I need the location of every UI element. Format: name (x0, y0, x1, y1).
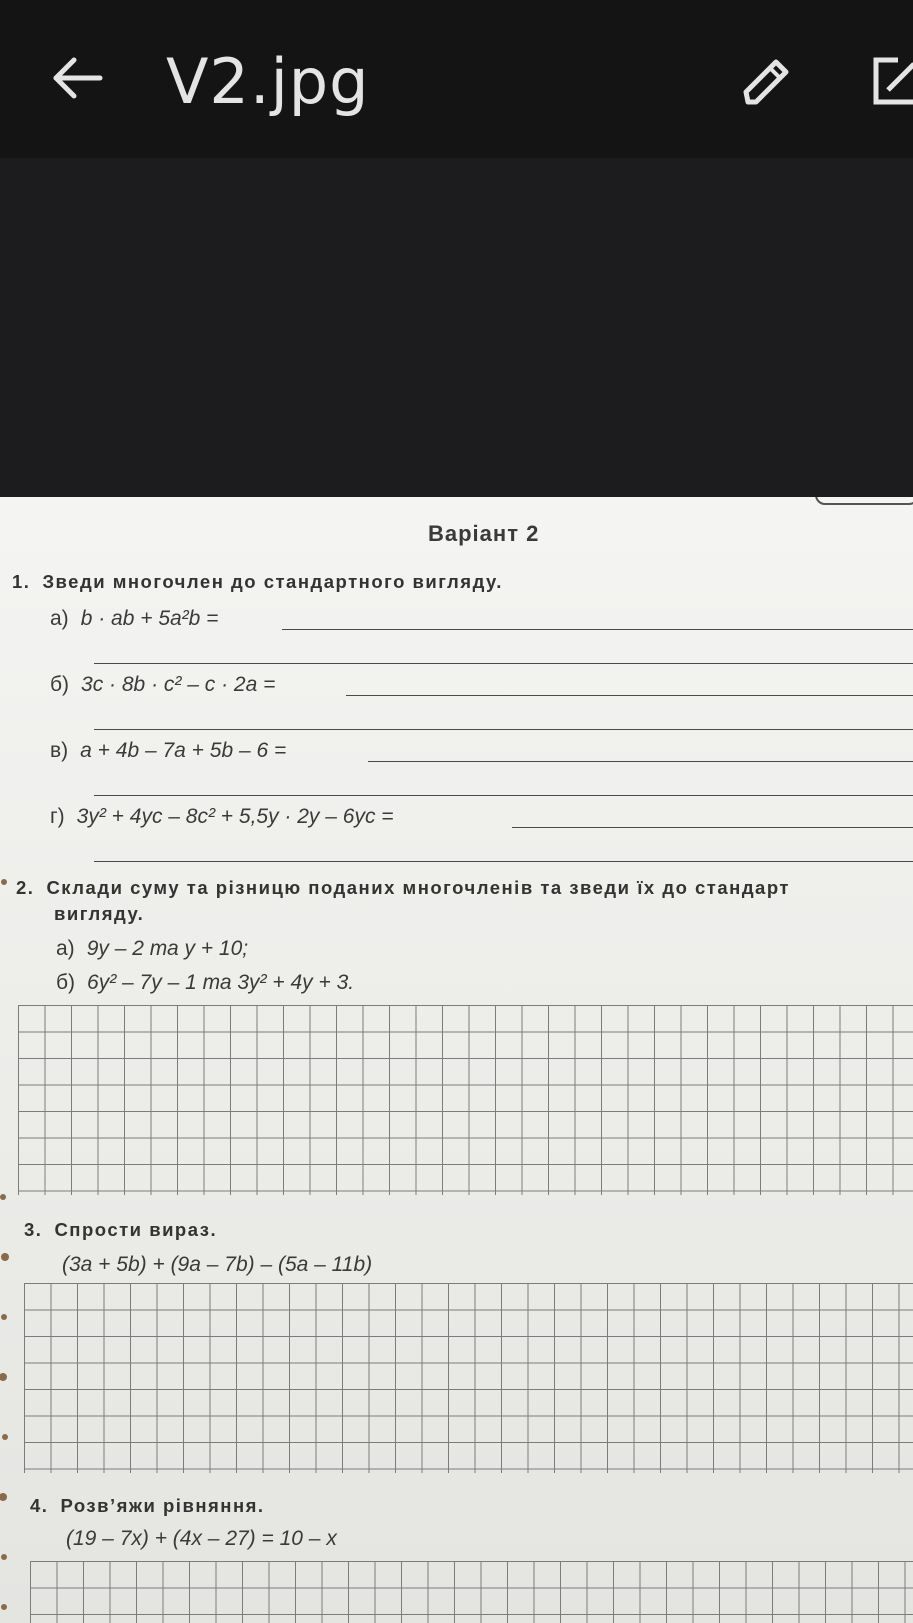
task-1-item-c (50, 739, 286, 763)
answer-line (94, 729, 913, 730)
app-toolbar (0, 0, 913, 158)
grid-lines (24, 1283, 913, 1473)
task-text: Зведи многочлен до стандартного вигляду. (42, 571, 503, 592)
answer-grid[interactable] (30, 1561, 913, 1623)
file-title: V2.jpg (166, 45, 370, 118)
task-number: 3. (24, 1219, 43, 1240)
item-letter: б) (56, 971, 76, 994)
task-2-item-a (56, 937, 248, 961)
task-3-heading (24, 1219, 217, 1241)
task-text: Розв’яжи рівняння. (60, 1495, 265, 1516)
task-1-item-b (50, 673, 275, 697)
task-number: 4. (30, 1495, 49, 1516)
answer-line (94, 861, 913, 862)
answer-line (346, 695, 913, 696)
item-letter: а) (56, 937, 75, 960)
task-3-expression: (3a + 5b) + (9a – 7b) – (5a – 11b) (62, 1253, 373, 1276)
back-button[interactable] (48, 48, 108, 108)
answer-grid[interactable] (24, 1283, 913, 1473)
open-external-button[interactable] (868, 54, 913, 110)
viewer-background (0, 158, 913, 498)
task-number: 2. (16, 877, 35, 898)
worksheet-photo[interactable] (0, 497, 913, 1623)
answer-line (368, 761, 913, 762)
grid-lines (18, 1005, 913, 1195)
answer-line (94, 795, 913, 796)
variant-heading: Варіант 2 (428, 521, 540, 546)
task-1-item-a (50, 607, 218, 631)
task-2-heading-cont: вигляду. (54, 903, 145, 924)
task-4-expression: (19 – 7x) + (4x – 27) = 10 – x (66, 1527, 337, 1550)
task-number: 1. (12, 571, 31, 592)
item-expression: 3y² + 4yc – 8c² + 5,5y · 2y – 6yc = (76, 805, 394, 828)
item-letter: а) (50, 607, 69, 630)
edit-button[interactable] (734, 52, 796, 114)
answer-line (94, 663, 913, 664)
answer-line (512, 827, 913, 828)
binding-edge (0, 497, 12, 1623)
task-2-heading (16, 877, 790, 899)
item-expression: 9y – 2 та y + 10; (86, 937, 249, 960)
item-expression: b · ab + 5a²b = (80, 607, 219, 630)
arrow-left-icon (48, 48, 108, 108)
item-expression: 6y² – 7y – 1 та 3y² + 4y + 3. (87, 971, 355, 994)
task-1-item-d (50, 805, 394, 829)
pencil-icon (734, 52, 796, 114)
grid-lines (30, 1561, 913, 1623)
open-external-icon (868, 54, 913, 110)
task-1-heading (12, 571, 503, 593)
item-letter: г) (50, 805, 65, 828)
answer-line (282, 629, 913, 630)
task-text: Спрости вираз. (54, 1219, 218, 1240)
item-letter: б) (50, 673, 70, 696)
answer-grid[interactable] (18, 1005, 913, 1195)
task-4-heading (30, 1495, 265, 1517)
page-edge (815, 497, 913, 505)
task-text: Склади суму та різницю поданих многочленів та зведи їх до стандарт (46, 877, 790, 898)
item-expression: 3c · 8b · c² – c · 2a = (81, 673, 276, 696)
task-2-item-b (56, 971, 354, 995)
item-expression: a + 4b – 7a + 5b – 6 = (80, 739, 287, 762)
item-letter: в) (50, 739, 69, 762)
